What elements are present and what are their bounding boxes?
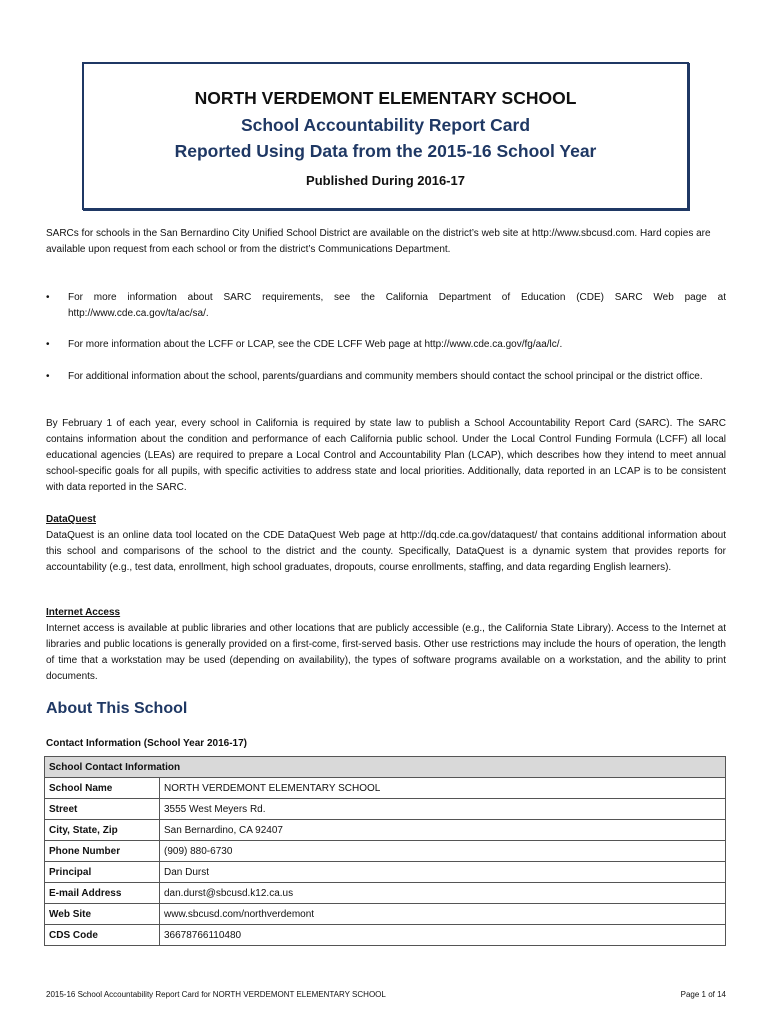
row-value: NORTH VERDEMONT ELEMENTARY SCHOOL bbox=[160, 778, 726, 799]
table-row bbox=[45, 841, 726, 862]
info-bullet-list bbox=[46, 290, 726, 322]
bullet-icon: • bbox=[46, 339, 50, 350]
row-label: CDS Code bbox=[45, 925, 160, 946]
info-bullet-list-3 bbox=[46, 369, 726, 385]
row-label: City, State, Zip bbox=[45, 820, 160, 841]
about-heading: About This School bbox=[46, 700, 188, 717]
sarc-paragraph: By February 1 of each year, every school in California is required by state law to publish a School Accountability Report Card (SARC). The SARC contains information about the condition and performance of each California public school. Under the Local Control Funding Formula (LCFF) all local educational agencies (LEAs) are required to prepare a Local Control and Accountability Plan (LCAP), which describes how they intend to meet annual school-specific goals for all pupils, with specific activities to address state and local priorities. Additionally, data reported in an LCAP is to be consistent with data reported in the SARC. bbox=[46, 418, 726, 493]
row-label: Phone Number bbox=[45, 841, 160, 862]
intro-section bbox=[46, 226, 726, 258]
row-value: San Bernardino, CA 92407 bbox=[160, 820, 726, 841]
table-row bbox=[45, 883, 726, 904]
row-label: Principal bbox=[45, 862, 160, 883]
title-box bbox=[82, 62, 689, 210]
row-label: Web Site bbox=[45, 904, 160, 925]
table-row bbox=[45, 820, 726, 841]
row-label: School Name bbox=[45, 778, 160, 799]
bullet-item-sarc bbox=[46, 290, 726, 322]
report-subtitle: Reported Using Data from the 2015-16 School Year bbox=[174, 141, 597, 161]
bullet-text: For more information about SARC requirements, see the California Department of Education (CDE) SARC Web page at http://www.cde.ca.gov/ta/ac/sa/. bbox=[68, 292, 726, 319]
dataquest-paragraph: DataQuest is an online data tool located on the CDE DataQuest Web page at http://dq.cde.ca.gov/dataquest/ that contains additional information about this school and comparisons of the school to the district and the county. Specifically, DataQuest is a dynamic system that provides reports for accountability (e.g., test data, enrollment, high school graduates, dropouts, course enrollments, staffing, and data regarding English learners). bbox=[46, 530, 726, 573]
row-label: Street bbox=[45, 799, 160, 820]
row-value: 36678766110480 bbox=[160, 925, 726, 946]
intro-paragraph: SARCs for schools in the San Bernardino City Unified School District are available on the district’s web site at http://www.sbcusd.com. Hard copies are available upon request from each school or from the district’s Communications Department. bbox=[46, 228, 711, 255]
bullet-text: For more information about the LCFF or LCAP, see the CDE LCFF Web page at http://www.cde.ca.gov/fg/aa/lc/. bbox=[68, 339, 563, 350]
table-header-cell: School Contact Information bbox=[45, 757, 726, 778]
row-value: www.sbcusd.com/northverdemont bbox=[160, 904, 726, 925]
table-row bbox=[45, 799, 726, 820]
info-bullet-list-2 bbox=[46, 337, 726, 353]
bullet-icon: • bbox=[46, 292, 50, 303]
dataquest-section bbox=[46, 512, 726, 576]
row-value: dan.durst@sbcusd.k12.ca.us bbox=[160, 883, 726, 904]
school-name-heading: NORTH VERDEMONT ELEMENTARY SCHOOL bbox=[194, 88, 577, 108]
bullet-icon: • bbox=[46, 371, 50, 382]
table-row bbox=[45, 925, 726, 946]
page-number: Page 1 of 14 bbox=[680, 990, 726, 999]
row-value: Dan Durst bbox=[160, 862, 726, 883]
table-header-row bbox=[45, 757, 726, 778]
footer-title: 2015-16 School Accountability Report Card for NORTH VERDEMONT ELEMENTARY SCHOOL bbox=[46, 990, 386, 999]
internet-heading: Internet Access bbox=[46, 607, 121, 618]
contact-table-caption: Contact Information (School Year 2016-17) bbox=[46, 738, 247, 749]
row-value: (909) 880-6730 bbox=[160, 841, 726, 862]
sarc-section bbox=[46, 416, 726, 496]
table-row bbox=[45, 778, 726, 799]
internet-paragraph: Internet access is available at public libraries and other locations that are publicly accessible (e.g., the California State Library). Access to the Internet at libraries and public locations is generally provided on a first-come, first-served basis. Other use restrictions may include the hours of operation, the length of time that a workstation may be used (depending on availability), the types of software programs available on a workstation, and the ability to print documents. bbox=[46, 623, 726, 682]
row-label: E-mail Address bbox=[45, 883, 160, 904]
contact-table bbox=[44, 756, 726, 946]
bullet-text: For additional information about the school, parents/guardians and community members should contact the school principal or the district office. bbox=[68, 371, 703, 382]
table-row bbox=[45, 862, 726, 883]
bullet-item-lcff bbox=[46, 337, 726, 353]
bullet-item-contact bbox=[46, 369, 726, 385]
internet-section bbox=[46, 605, 726, 685]
dataquest-heading: DataQuest bbox=[46, 514, 97, 525]
report-title: School Accountability Report Card bbox=[240, 115, 531, 135]
row-value: 3555 West Meyers Rd. bbox=[160, 799, 726, 820]
published-date: Published During 2016-17 bbox=[306, 173, 465, 188]
table-row bbox=[45, 904, 726, 925]
